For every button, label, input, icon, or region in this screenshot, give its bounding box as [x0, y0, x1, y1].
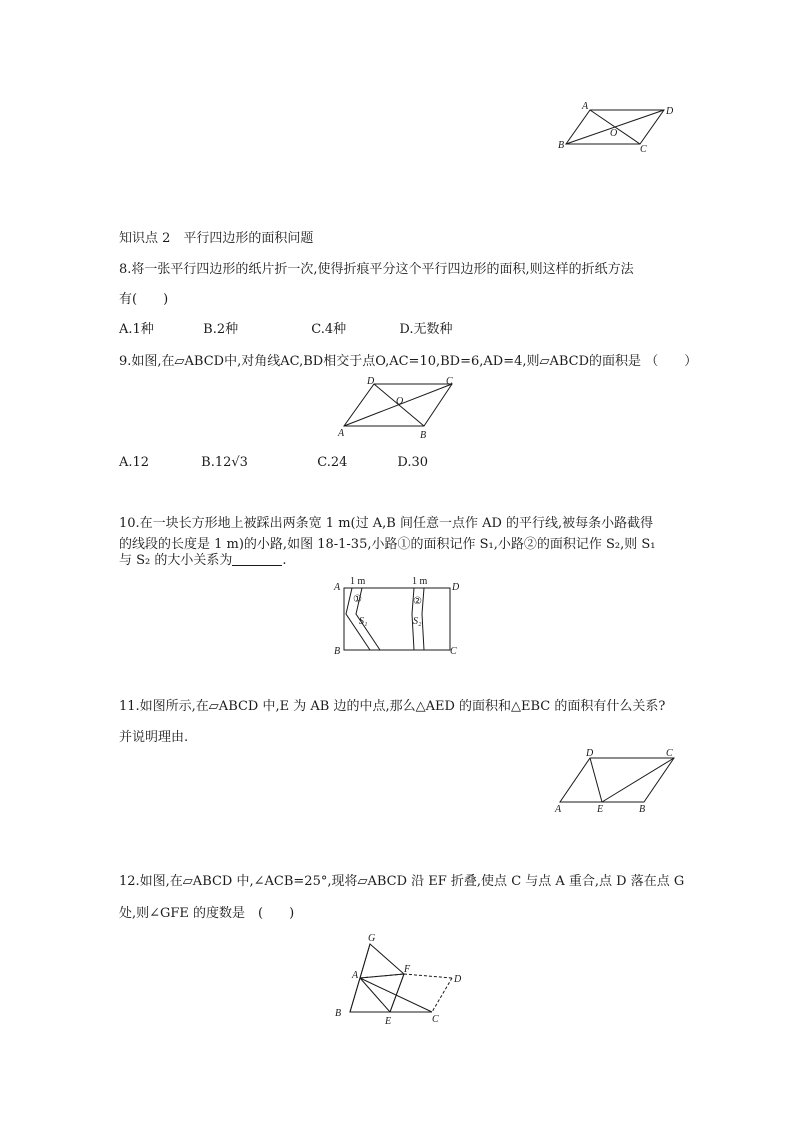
q12-label-D: D	[454, 974, 462, 985]
section-title: 知识点 2 平行四边形的面积问题	[119, 231, 314, 246]
q9-label-A: A	[338, 428, 345, 439]
q11-label-E: E	[597, 804, 604, 815]
q10-label-A: A	[334, 582, 341, 593]
figure-q11-parallelogram	[550, 746, 682, 816]
q9-option-b: B.12√3	[201, 455, 248, 470]
q11-label-C: C	[666, 748, 673, 759]
q10-text-line2: 的线段的长度是 1 m)的小路,如图 18-1-35,小路①的面积记作 S₁,小路②的面积记作 S₂,则 S₁	[119, 537, 656, 552]
q10-text-line3	[119, 553, 287, 569]
q8-option-b: B.2种	[203, 322, 239, 337]
figure-q12-fold	[330, 928, 466, 1030]
q12-label-A: A	[352, 970, 359, 981]
q9-text-line1: 9.如图,在▱ABCD中,对角线AC,BD相交于点O,AC=10,BD=6,AD=4,则▱ABCD的面积是 （ ）	[119, 354, 698, 369]
q12-label-G: G	[368, 933, 376, 944]
q9-option-a: A.12	[119, 455, 150, 470]
q10-text-line3-end: .	[282, 553, 287, 568]
q12-label-F: F	[404, 964, 411, 975]
figure-q10-rectangle-paths	[330, 574, 464, 658]
q9-label-D: D	[367, 376, 375, 387]
q12-label-C: C	[432, 1014, 439, 1025]
label-D: D	[666, 106, 674, 117]
q8-option-d: D.无数种	[399, 322, 453, 337]
label-B: B	[558, 140, 565, 151]
q10-label-B: B	[334, 646, 341, 657]
q9-label-C: C	[446, 376, 453, 387]
q12-text-line1: 12.如图,在▱ABCD 中,∠ACB=25°,现将▱ABCD 沿 EF 折叠,使点 C 与点 A 重合,点 D 落在点 G	[119, 874, 685, 889]
q10-label-path1: ①	[353, 594, 362, 605]
q10-label-C: C	[450, 646, 457, 657]
q8-text-line1: 8.将一张平行四边形的纸片折一次,使得折痕平分这个平行四边形的面积,则这样的折纸方法	[119, 262, 634, 277]
q9-options	[119, 455, 428, 471]
q10-label-D: D	[452, 582, 460, 593]
q8-option-a: A.1种	[119, 322, 154, 337]
q11-text-line1: 11.如图所示,在▱ABCD 中,E 为 AB 边的中点,那么△AED 的面积和△EBC 的面积有什么关系?	[119, 699, 666, 714]
figure-q9-parallelogram	[334, 374, 464, 442]
q10-label-S2: S₂	[413, 616, 422, 627]
q9-option-d: D.30	[397, 455, 429, 470]
q9-label-O: O	[396, 396, 404, 407]
q8-options	[119, 322, 453, 338]
q10-label-1m-right: 1 m	[412, 576, 428, 587]
q10-label-1m-left: 1 m	[350, 576, 366, 587]
q12-label-B: B	[335, 1008, 342, 1019]
q10-label-S1: S₁	[359, 616, 368, 627]
q9-label-B: B	[420, 430, 427, 441]
label-C: C	[640, 144, 647, 155]
label-O: O	[610, 128, 618, 139]
q10-text-line1: 10.在一块长方形地上被踩出两条宽 1 m(过 A,B 间任意一点作 AD 的平行线,被每条小路截得	[119, 516, 654, 531]
figure-parallelogram-top	[556, 100, 680, 156]
q11-label-A: A	[555, 804, 562, 815]
q12-text-line2: 处,则∠GFE 的度数是 ( )	[119, 906, 295, 921]
q11-text-line2: 并说明理由.	[119, 730, 189, 745]
q10-label-path2: ②	[413, 596, 422, 607]
q10-text-line3-main: 与 S₂ 的大小关系为	[119, 553, 233, 568]
q8-text-line2: 有( )	[119, 292, 169, 307]
q8-option-c: C.4种	[311, 322, 347, 337]
q12-label-E: E	[385, 1016, 392, 1027]
label-A: A	[582, 101, 589, 112]
q9-option-c: C.24	[317, 455, 348, 470]
q10-answer-blank[interactable]	[232, 553, 282, 566]
q11-label-B: B	[639, 804, 646, 815]
q11-label-D: D	[586, 748, 594, 759]
